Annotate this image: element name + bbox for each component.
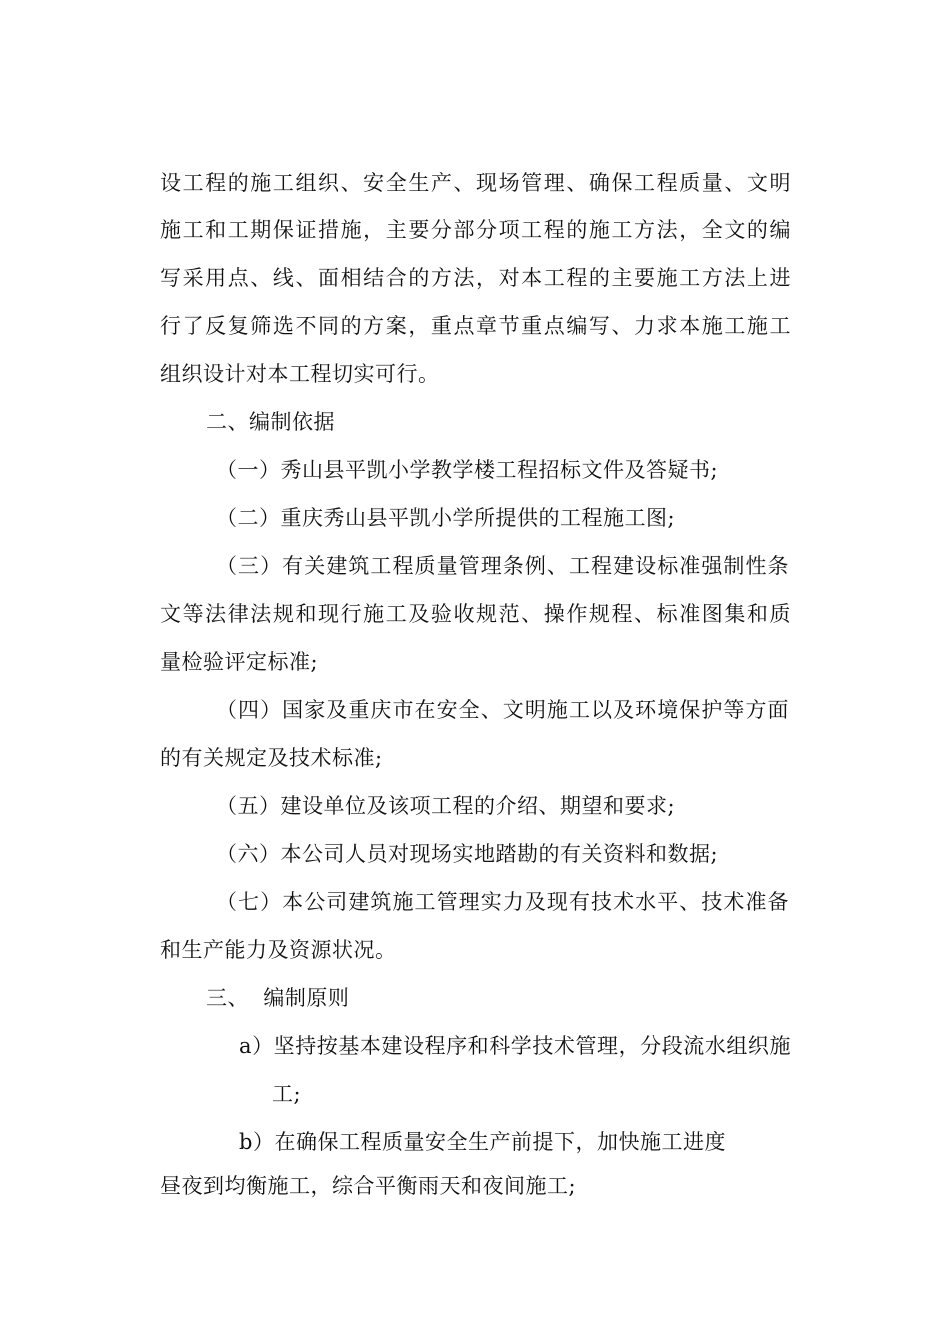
section-heading: 二、编制依据: [206, 410, 335, 434]
principle-item-continuation: 昼夜到均衡施工，综合平衡雨天和夜间施工;: [160, 1174, 577, 1198]
body-text-line: 行了反复筛选不同的方案，重点章节重点编写、力求本施工施工: [160, 314, 791, 338]
body-text-line: 设工程的施工组织、安全生产、现场管理、确保工程质量、文明: [160, 171, 791, 195]
list-item-continuation: 的有关规定及技术标准;: [160, 746, 383, 770]
principle-item: a）坚持按基本建设程序和科学技术管理，分段流水组织施: [239, 1034, 791, 1058]
list-item: （一）秀山县平凯小学教学楼工程招标文件及答疑书;: [216, 458, 719, 482]
body-text-line: 施工和工期保证措施，主要分部分项工程的施工方法，全文的编: [160, 218, 791, 242]
list-item: （六）本公司人员对现场实地踏勘的有关资料和数据;: [216, 842, 719, 866]
list-item-continuation: 和生产能力及资源状况。: [160, 938, 397, 962]
body-text-line: 写采用点、线、面相结合的方法，对本工程的主要施工方法上进: [160, 266, 791, 290]
list-item: （三）有关建筑工程质量管理条例、工程建设标准强制性条: [216, 554, 789, 578]
principle-item-continuation: 工;: [272, 1082, 302, 1106]
principle-item: b）在确保工程质量安全生产前提下，加快施工进度: [239, 1130, 726, 1154]
list-item-continuation: 文等法律法规和现行施工及验收规范、操作规程、标准图集和质: [160, 602, 791, 626]
list-item: （二）重庆秀山县平凯小学所提供的工程施工图;: [216, 506, 676, 530]
list-item-continuation: 量检验评定标准;: [160, 650, 319, 674]
list-item: （四）国家及重庆市在安全、文明施工以及环境保护等方面: [216, 698, 789, 722]
list-item: （五）建设单位及该项工程的介绍、期望和要求;: [216, 794, 676, 818]
body-text-line: 组织设计对本工程切实可行。: [160, 362, 440, 386]
list-item: （七）本公司建筑施工管理实力及现有技术水平、技术准备: [216, 890, 789, 914]
section-heading: 三、 编制原则: [206, 986, 350, 1010]
